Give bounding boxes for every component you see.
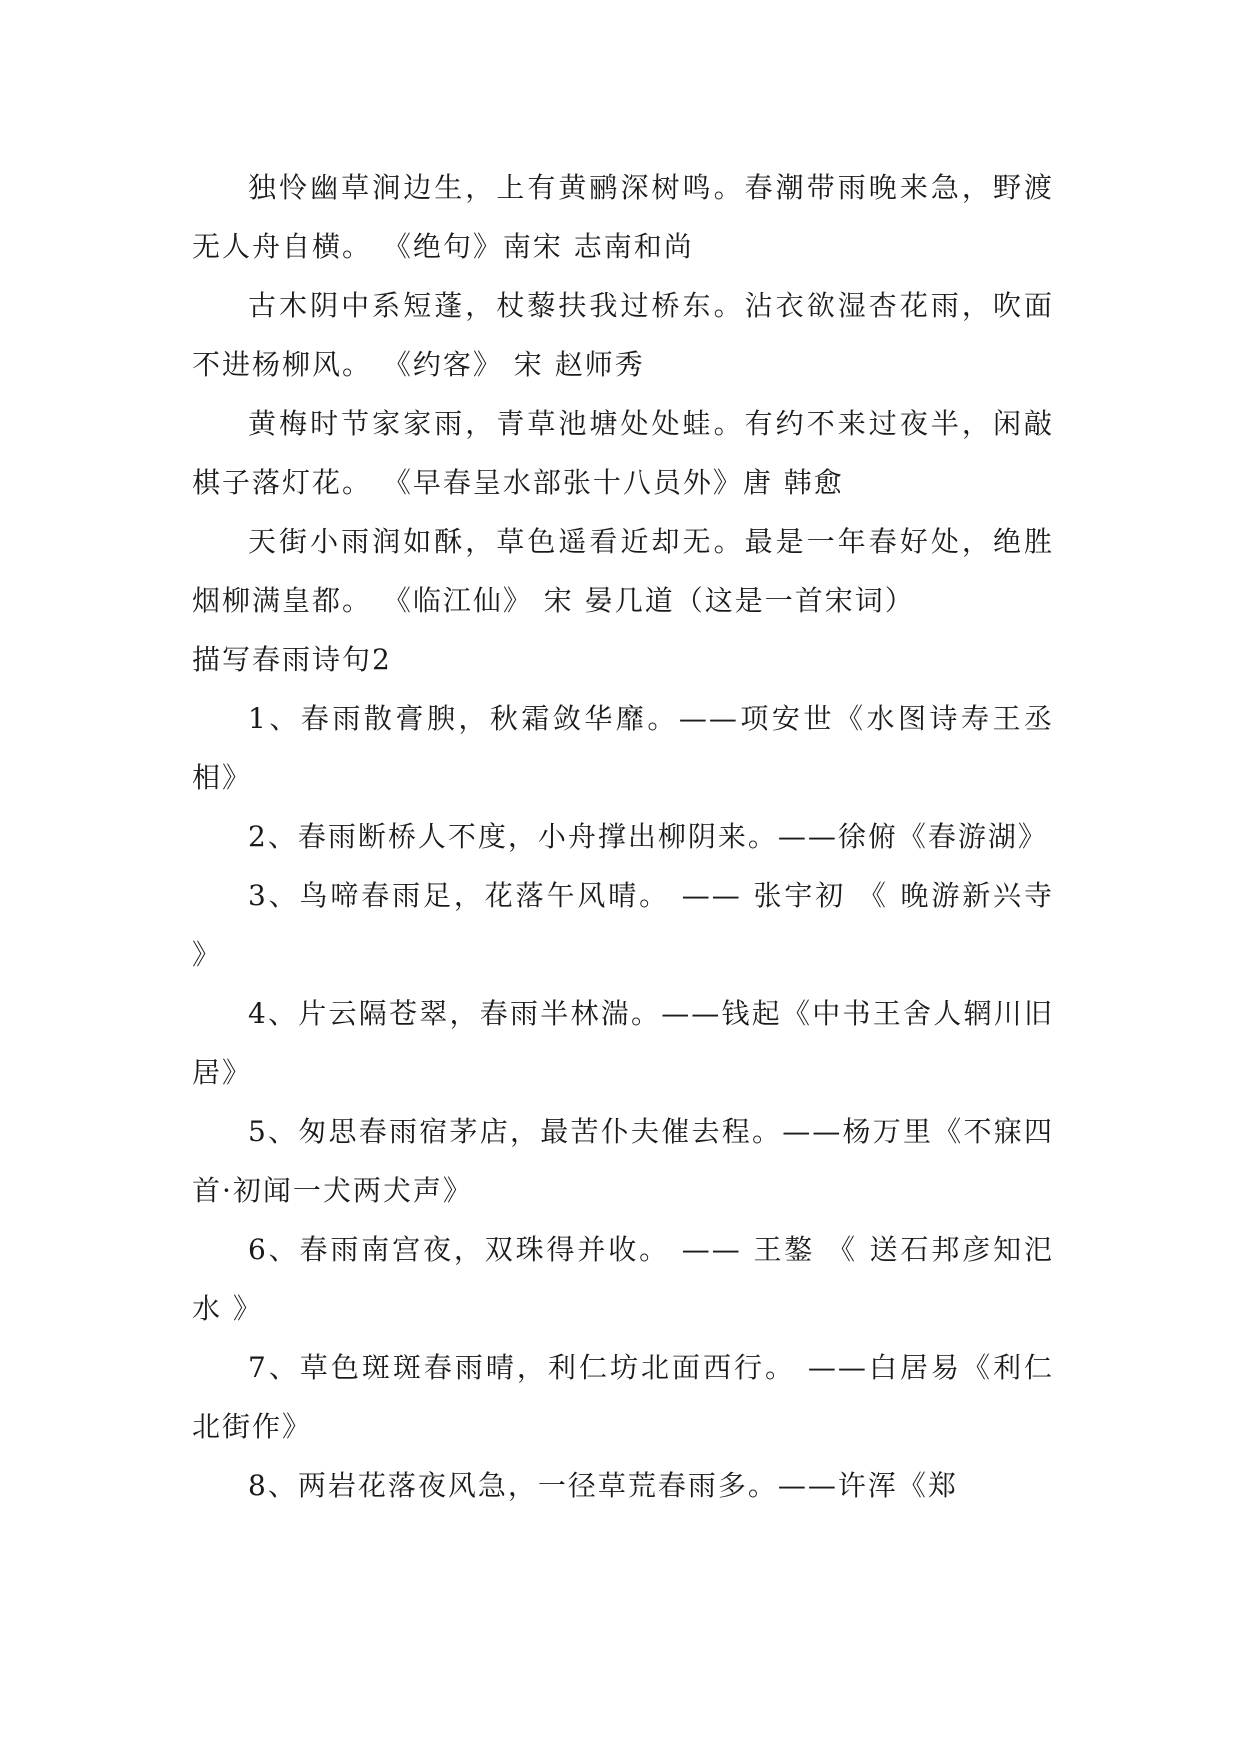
poem-paragraph: 黄梅时节家家雨，青草池塘处处蛙。有约不来过夜半，闲敲棋子落灯花。 《早春呈水部张十八员外》唐 韩愈 bbox=[192, 407, 1054, 499]
list-item: 7、草色斑斑春雨晴，利仁坊北面西行。 ——白居易《利仁北街作》 bbox=[192, 1351, 1054, 1443]
list-item: 6、春雨南宫夜，双珠得并收。 —— 王鏊 《 送石邦彦知汜水 》 bbox=[192, 1233, 1054, 1325]
section-heading: 描写春雨诗句2 bbox=[192, 643, 392, 676]
list-item: 5、匆思春雨宿茅店，最苦仆夫催去程。——杨万里《不寐四首·初闻一犬两犬声》 bbox=[192, 1115, 1054, 1207]
poem-paragraph: 天街小雨润如酥，草色遥看近却无。最是一年春好处，绝胜烟柳满皇都。 《临江仙》 宋 晏几道（这是一首宋词） bbox=[192, 525, 1054, 617]
list-item: 4、片云隔苍翠，春雨半林湍。——钱起《中书王舍人辋川旧居》 bbox=[192, 997, 1054, 1089]
document-body bbox=[192, 158, 1054, 1515]
list-item: 3、鸟啼春雨足，花落午风晴。 —— 张宇初 《 晚游新兴寺 》 bbox=[192, 879, 1054, 971]
poem-paragraph: 独怜幽草涧边生，上有黄鹂深树鸣。春潮带雨晚来急，野渡无人舟自横。 《绝句》南宋 志南和尚 bbox=[192, 171, 1054, 263]
list-item: 8、两岩花落夜风急，一径草荒春雨多。——许浑《郑 bbox=[248, 1469, 958, 1502]
list-item: 2、春雨断桥人不度，小舟撑出柳阴来。——徐俯《春游湖》 bbox=[248, 820, 1048, 853]
poem-paragraph: 古木阴中系短蓬，杖藜扶我过桥东。沾衣欲湿杏花雨，吹面不进杨柳风。 《约客》 宋 赵师秀 bbox=[192, 289, 1054, 381]
list-item: 1、春雨散膏腴，秋霜敛华靡。——项安世《水图诗寿王丞相》 bbox=[192, 702, 1054, 794]
